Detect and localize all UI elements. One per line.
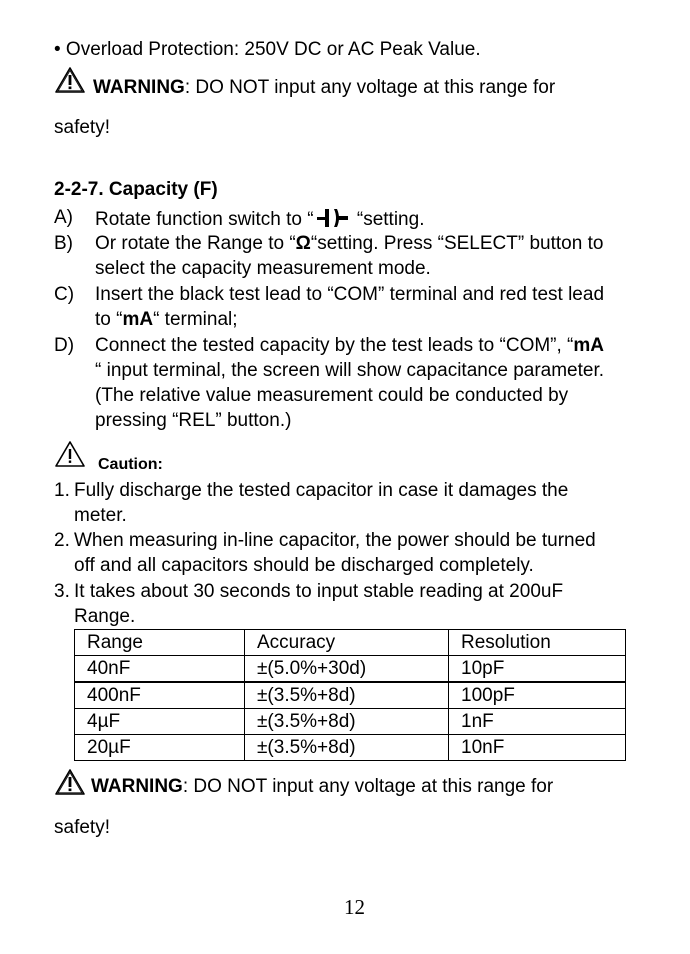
warning-triangle-icon bbox=[54, 66, 86, 94]
overload-protection-text: • Overload Protection: 250V DC or AC Peak Value. bbox=[54, 39, 481, 60]
table-cell: 4µF bbox=[75, 709, 245, 735]
table-row bbox=[75, 656, 626, 683]
step-c-text-a: to “ bbox=[95, 309, 123, 330]
table-cell: 20µF bbox=[75, 735, 245, 761]
table-header-cell: Accuracy bbox=[245, 630, 449, 656]
table-cell: ±(5.0%+30d) bbox=[245, 656, 449, 683]
caution-triangle-icon bbox=[54, 440, 86, 468]
section-title: 2-2-7. Capacity (F) bbox=[54, 179, 218, 200]
step-a-marker: A) bbox=[54, 207, 73, 228]
table-cell: 100pF bbox=[449, 682, 626, 709]
caution-item-3-line-1: It takes about 30 seconds to input stable reading at 200uF bbox=[74, 581, 564, 602]
ma-terminal-label: mA bbox=[122, 309, 154, 330]
step-b-line-2: select the capacity measurement mode. bbox=[95, 258, 431, 279]
table-cell: 10nF bbox=[449, 735, 626, 761]
warning-line-2: safety! bbox=[54, 117, 110, 138]
caution-item-3-line-2: Range. bbox=[74, 606, 136, 627]
table-cell: 1nF bbox=[449, 709, 626, 735]
ma-terminal-label-2: mA bbox=[573, 335, 605, 356]
step-b-text-a: Or rotate the Range to “ bbox=[95, 233, 296, 254]
ohm-symbol: Ω bbox=[295, 233, 311, 254]
step-b-line-1 bbox=[95, 234, 603, 253]
step-c-line-1: Insert the black test lead to “COM” terminal and red test lead bbox=[95, 284, 605, 305]
table-header-cell: Resolution bbox=[449, 630, 626, 656]
step-a-text bbox=[95, 208, 424, 229]
step-d-marker: D) bbox=[54, 335, 75, 356]
table-row bbox=[75, 709, 626, 735]
warning-text: : DO NOT input any voltage at this range for bbox=[184, 77, 556, 98]
footer-warning-line-1 bbox=[91, 777, 553, 796]
step-b-text-b: “setting. Press “SELECT” button to bbox=[310, 233, 604, 254]
table-header-row bbox=[75, 630, 626, 656]
warning-triangle-icon bbox=[54, 768, 86, 796]
caution-item-1-num: 1. bbox=[54, 480, 70, 501]
caution-item-2-num: 2. bbox=[54, 530, 70, 551]
step-c-text-c: “ terminal; bbox=[153, 309, 238, 330]
step-d-text-a: Connect the tested capacity by the test leads to “COM”, “ bbox=[95, 335, 574, 356]
step-d-line-3: (The relative value measurement could be conducted by bbox=[95, 385, 569, 406]
step-d-line-1 bbox=[95, 336, 604, 355]
table-row bbox=[75, 682, 626, 709]
table-cell: 40nF bbox=[75, 656, 245, 683]
caution-item-2-line-1: When measuring in-line capacitor, the power should be turned bbox=[74, 530, 596, 551]
table-cell: ±(3.5%+8d) bbox=[245, 709, 449, 735]
warning-label: WARNING bbox=[93, 77, 185, 98]
table-cell: ±(3.5%+8d) bbox=[245, 682, 449, 709]
footer-warning-label: WARNING bbox=[91, 776, 183, 797]
step-a-text-2: “setting. bbox=[351, 209, 425, 230]
caution-item-3-num: 3. bbox=[54, 581, 70, 602]
table-cell: ±(3.5%+8d) bbox=[245, 735, 449, 761]
step-d-line-2: “ input terminal, the screen will show capacitance parameter. bbox=[95, 360, 605, 381]
footer-warning-text: : DO NOT input any voltage at this range for bbox=[182, 776, 554, 797]
page-number: 12 bbox=[344, 895, 365, 919]
table-header-cell: Range bbox=[75, 630, 245, 656]
table-cell: 400nF bbox=[75, 682, 245, 709]
capacitor-symbol-icon bbox=[316, 208, 350, 228]
step-c-line-2 bbox=[95, 310, 238, 329]
footer-warning-line-2: safety! bbox=[54, 817, 110, 838]
step-d-line-4: pressing “REL” button.) bbox=[95, 410, 292, 431]
caution-label: Caution: bbox=[98, 456, 163, 473]
warning-line-1 bbox=[93, 78, 555, 97]
table-cell: 10pF bbox=[449, 656, 626, 683]
caution-item-1-line-2: meter. bbox=[74, 505, 127, 526]
caution-item-1-line-1: Fully discharge the tested capacitor in case it damages the bbox=[74, 480, 569, 501]
table-row bbox=[75, 735, 626, 761]
caution-item-2-line-2: off and all capacitors should be discharged completely. bbox=[74, 555, 534, 576]
step-c-marker: C) bbox=[54, 284, 75, 305]
capacity-spec-table bbox=[74, 629, 626, 761]
step-b-marker: B) bbox=[54, 233, 73, 254]
step-a-text-1: Rotate function switch to “ bbox=[95, 209, 314, 230]
